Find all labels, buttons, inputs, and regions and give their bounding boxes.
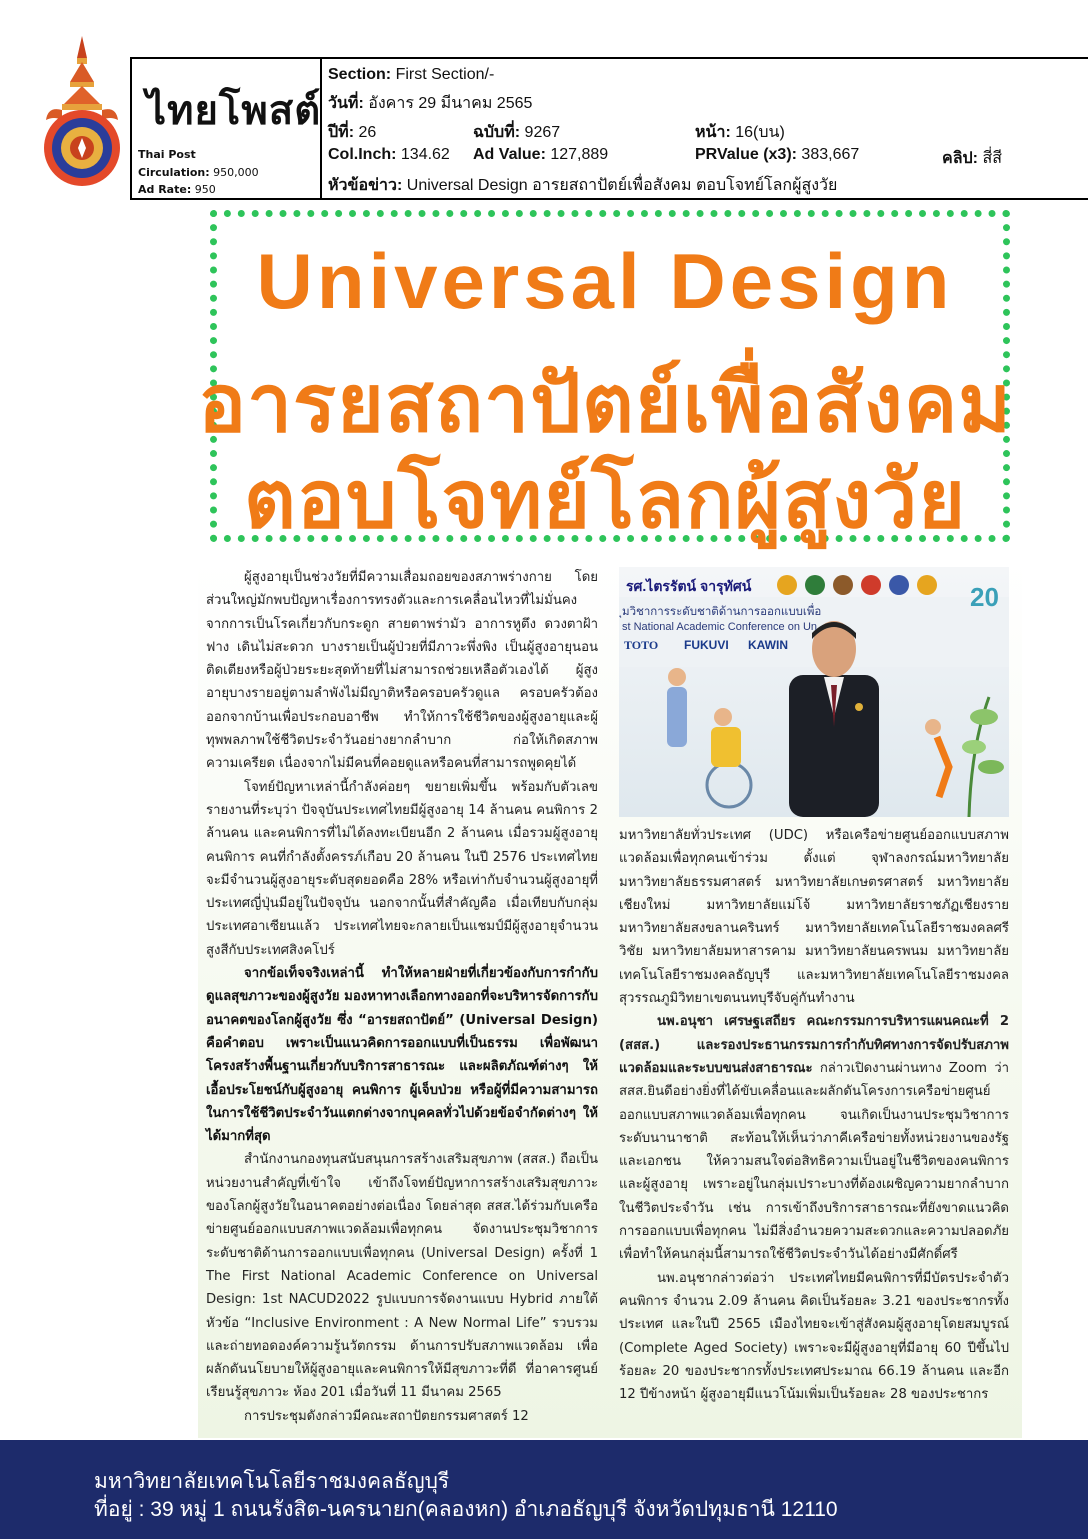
footer-address: ที่อยู่ : 39 หมู่ 1 ถนนรังสิต-นครนายก(คลองหก) อำเภอธัญบุรี จังหวัดปทุมธานี 12110 <box>94 1498 838 1521</box>
photo-banner-line-2: st National Academic Conference on Un <box>622 621 818 633</box>
colinch-field <box>328 146 450 164</box>
header-left-rule <box>130 57 132 200</box>
date-label: วันที่: <box>328 95 364 112</box>
issue-value: 9267 <box>524 124 561 141</box>
photo-sponsor-1: TOTO <box>624 638 659 652</box>
paragraph-tail: กล่าวเปิดงานผ่านทาง Zoom ว่า สสส.ยินดีอย่างยิ่งที่ได้ขับเคลื่อนและผลักดันโครงการเครือข่ายศูนย์ออกแบบสภาพแวดล้อมเพื่อทุกคน จนเกิดเป็นงานประชุมวิชาการระดับนานาชาติ สะท้อนให้เห็นว่าภาคีเครือข่ายทั้งหน่วยงานของรัฐและเอกชน ให้ความสนใจต่อสิทธิความเป็นอยู่ในชีวิตของคนพิการและผู้สูงอายุ เพราะอยู่ในกลุ่มเปราะบางที่ต้องเผชิญความยากลำบากในชีวิตประจำวัน เช่น การเข้าถึงบริการสาธารณะที่ยังขาดแนวคิดการออกแบบเพื่อทุกคน ไม่มีสิ่งอำนวยความสะดวกและความปลอดภัย เพื่อทำให้คนกลุ่มนี้สามารถใช้ชีวิตประจำวันได้อย่างมีศักดิ์ศรี <box>619 1060 1009 1263</box>
ad-rate <box>138 183 216 196</box>
university-crest-icon <box>40 36 124 186</box>
paragraph: มหาวิทยาลัยทั่วประเทศ (UDC) หรือเครือข่ายศูนย์ออกแบบสภาพแวดล้อมเพื่อทุกคนเข้าร่วม ตั้งแต่ จุฬาลงกรณ์มหาวิทยาลัย มหาวิทยาลัยธรรมศาสตร์ มหาวิทยาลัยเกษตรศาสตร์ มหาวิทยาลัยเชียงใหม่ มหาวิทยาลัยแม่โจ้ มหาวิทยาลัยราชภัฏเชียงราย มหาวิทยาลัยสงขลานครินทร์ มหาวิทยาลัยเทคโนโลยีราชมงคลศรีวิชัย มหาวิทยาลัยมหาสารคาม มหาวิทยาลัยนครพนม มหาวิทยาลัยเทคโนโลยีราชมงคลธัญบุรี และมหาวิทยาลัยเทคโนโลยีราชมงคลสุวรรณภูมิวิทยาเขตนนทบุรีจับคู่กันทำงาน <box>619 828 1009 1007</box>
headline-line-2: อารยสถาปัตย์เพื่อสังคม <box>198 359 1012 448</box>
circulation-label: Circulation: <box>138 166 210 179</box>
year-value: 26 <box>358 124 377 141</box>
section-value: First Section/- <box>395 66 495 83</box>
date-field <box>328 91 532 116</box>
ad-rate-label: Ad Rate: <box>138 183 192 196</box>
photo-sponsor-3: KAWIN <box>748 638 788 652</box>
article-left-column <box>206 566 598 1428</box>
section-field <box>328 66 494 84</box>
headline-line-3: ตอบโจทย์โลกผู้สูงวัย <box>243 455 967 544</box>
ad-value-field <box>473 146 608 164</box>
pr-value-value: 383,667 <box>801 146 860 163</box>
colinch-value: 134.62 <box>400 146 450 163</box>
clip-value: สี่สี <box>982 150 1002 167</box>
issue-field <box>473 120 560 145</box>
circulation <box>138 166 259 179</box>
article-right-column <box>619 824 1009 1406</box>
topic-field <box>328 173 837 198</box>
clip-field <box>942 146 1002 171</box>
topic-value: Universal Design อารยสถาปัตย์เพื่อสังคม ตอบโจทย์โลกผู้สูงวัย <box>406 177 838 194</box>
paragraph: สำนักงานกองทุนสนับสนุนการสร้างเสริมสุขภาพ (สสส.) ถือเป็นหน่วยงานสำคัญที่เข้าใจ เข้าถึงโจทย์ปัญหาการสร้างเสริมสุขภาวะของโลกผู้สูงวัยในอนาคตอย่างต่อเนื่อง โดยล่าสุด สสส.ได้ร่วมกับเครือข่ายศูนย์ออกแบบสภาพแวดล้อมเพื่อทุกคน จัดงานประชุมวิชาการระดับชาติด้านการออกแบบเพื่อทุกคน (Universal Design) ครั้งที่ 1 The First National Academic Conference on Universal Design: 1st NACUD2022 รูปแบบการจัดงานแบบ Hybrid ภายใต้หัวข้อ “Inclusive Environment : A New Normal Life” รวบรวมและถ่ายทอดองค์ความรู้นวัตกรรม ด้านการปรับสภาพแวดล้อม เพื่อผลักดันนโยบายให้ผู้สูงอายุและคนพิการให้มีสุขภาวะที่ดี ที่อาคารศูนย์เรียนรู้สุขภาวะ ห้อง 201 เมื่อวันที่ 11 มีนาคม 2565 <box>206 1152 598 1401</box>
headline-line-1: Universal Design <box>256 237 954 325</box>
issue-label: ฉบับที่: <box>473 124 521 141</box>
paragraph: นพ.อนุชากล่าวต่อว่า ประเทศไทยมีคนพิการที่มีบัตรประจำตัวคนพิการ จำนวน 2.09 ล้านคน คิดเป็นร้อยละ 3.21 ของประชากรทั้งประเทศ และในปี 2565 เมืองไทยจะเข้าสู่สังคมผู้สูงอายุโดยสมบูรณ์ (Complete Aged Society) เพราะจะมีผู้สูงอายุที่มีอายุ 60 ปีขึ้นไปร้อยละ 20 ของประชากรทั้งประเทศประมาณ 66.19 ล้านคน และอีก 12 ปีข้างหน้า ผู้สูงอายุมีแนวโน้มเพิ่มเป็นร้อยละ 28 ของประชากร <box>619 1270 1009 1403</box>
ad-value-label: Ad Value: <box>473 146 546 163</box>
topic-label: หัวข้อข่าว: <box>328 177 403 194</box>
circulation-value: 950,000 <box>213 166 259 179</box>
photo-caption: รศ.ไตรรัตน์ จารุทัศน์ <box>626 578 752 594</box>
paragraph-bold: จากข้อเท็จจริงเหล่านี้ ทำให้หลายฝ่ายที่เกี่ยวข้องกับการกำกับดูแลสุขภาวะของผู้สูงวัย มองหาทางเลือกทางออกที่จะบริหารจัดการกับอนาคตของโลกผู้สูงวัย ซึ่ง “อารยสถาปัตย์” (Universal Design) คือคำตอบ เพราะเป็นแนวคิดการออกแบบที่เป็นธรรม เพื่อพัฒนาโครงสร้างพื้นฐานเกี่ยวกับบริการสาธารณะ และผลิตภัณฑ์ต่างๆ ให้เอื้อประโยชน์กับผู้สูงอายุ คนพิการ ผู้เจ็บป่วย หรือผู้ที่มีความสามารถในการใช้ชีวิตประจำวันแตกต่างจากบุคคลทั่วไปด้วยข้อจำกัดต่างๆ ให้ได้มากที่สุด <box>206 966 598 1145</box>
colinch-label: Col.Inch: <box>328 146 397 163</box>
page-label: หน้า: <box>695 124 731 141</box>
photo-sponsor-2: FUKUVI <box>684 638 729 652</box>
paragraph-mixed <box>619 1010 1009 1266</box>
section-label: Section: <box>328 66 392 83</box>
clip-label: คลิป: <box>942 150 978 167</box>
ad-rate-value: 950 <box>194 183 216 196</box>
page-value: 16(บน) <box>735 124 785 141</box>
ad-value-value: 127,889 <box>550 146 609 163</box>
header-bottom-rule <box>130 198 1088 200</box>
newspaper-name: ไทยโพสต์ <box>146 87 322 134</box>
paragraph: การประชุมดังกล่าวมีคณะสถาปัตยกรรมศาสตร์ 12 <box>244 1408 529 1424</box>
paragraph: ผู้สูงอายุเป็นช่วงวัยที่มีความเสื่อมถอยของสภาพร่างกาย โดยส่วนใหญ่มักพบปัญหาเรื่องการทรงตัวและการเคลื่อนไหวที่ไม่มั่นคง จากการเป็นโรคเกี่ยวกับกระดูก สายตาพร่ามัว อาการหูตึง ดวงตาฝ้าฟาง เดินไม่สะดวก บางรายเป็นผู้ป่วยที่มีภาวะพึ่งพิง เป็นผู้สูงอายุนอนติดเตียงหรือผู้ป่วยระยะสุดท้ายที่ไม่สามารถช่วยเหลือตัวเองได้ ผู้สูงอายุบางรายอยู่ตามลำพังไม่มีญาติหรือครอบครัวดูแล ครอบครัวต้องออกจากบ้านเพื่อประกอบอาชีพ ทำให้การใช้ชีวิตของผู้สูงอายุและผู้ทุพพลภาพใช้ชีวิตประจำวันอย่างยากลำบาก ก่อให้เกิดสภาพความเครียด เนื่องจากไม่มีคนที่คอยดูแลหรือคนที่สามารถพูดคุยได้ <box>206 570 598 772</box>
photo-number: 20 <box>970 582 999 612</box>
page-field <box>695 120 785 145</box>
newspaper-name-en: Thai Post <box>138 148 196 161</box>
footer-institution: มหาวิทยาลัยเทคโนโลยีราชมงคลธัญบุรี <box>94 1470 450 1493</box>
year-field <box>328 120 376 145</box>
paragraph: โจทย์ปัญหาเหล่านี้กำลังค่อยๆ ขยายเพิ่มขึ้น พร้อมกับตัวเลขรายงานที่ระบุว่า ปัจจุบันประเทศไทยมีผู้สูงอายุ 14 ล้านคน คนพิการ 2 ล้านคน และคนพิการที่ไม่ได้ลงทะเบียนอีก 2 ล้านคน เมื่อรวมผู้สูงอายุ คนพิการ คนที่กำลังตั้งครรภ์เกือบ 20 ล้านคน ในปี 2576 ประเทศไทยจะมีจำนวนผู้สูงอายุระดับสุดยอดคือ 28% หรือเท่ากับจำนวนผู้สูงอายุที่ประเทศญี่ปุ่นมีอยู่ในปัจจุบัน นอกจากนั้นที่สำคัญคือ เมื่อเทียบกับกลุ่มประเทศอาเซียนแล้ว ประเทศไทยจะกลายเป็นแชมป์มีผู้สูงอายุจำนวนสูงสีกับประเทศสิงคโปร์ <box>206 779 598 958</box>
year-label: ปีที่: <box>328 124 355 141</box>
date-value: อังคาร 29 มีนาคม 2565 <box>368 95 533 112</box>
photo-banner-line-1: ุมวิชาการระดับชาติด้านการออกแบบเพื่อ <box>622 606 822 618</box>
pr-value-field <box>695 146 859 164</box>
header-top-rule <box>130 57 1088 59</box>
pr-value-label: PRValue (x3): <box>695 146 797 163</box>
paragraph-bold-lead: นพ.อนุชา เศรษฐเสถียร คณะกรรมการบริหารแผนคณะที่ 2 (สสส.) และรองประธานกรรมการกำกับทิศทางการจัดปรับสภาพแวดล้อมและระบบขนส่งสาธารณะ <box>619 1014 1009 1076</box>
